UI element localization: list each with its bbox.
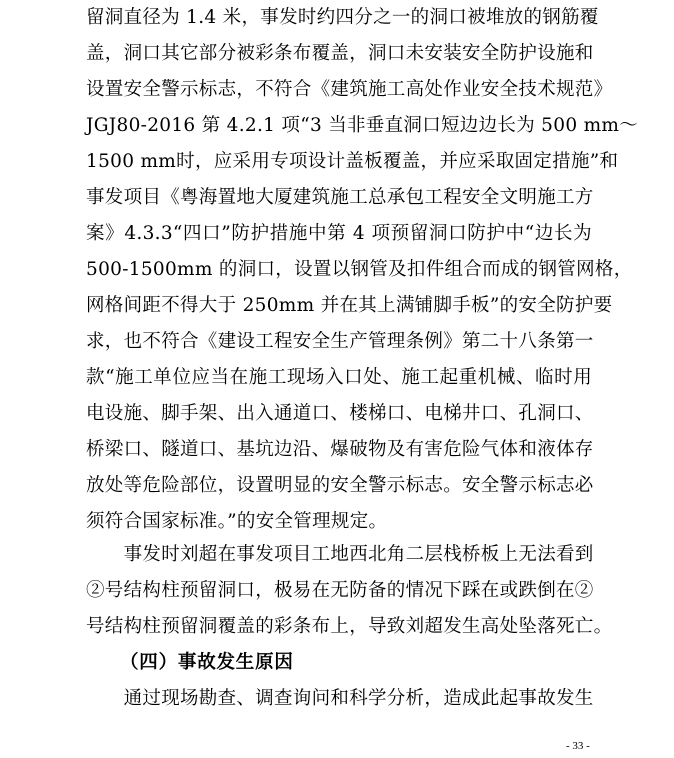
text-line: 500-1500mm 的洞口，设置以钢管及扣件组合而成的钢管网格，: [86, 259, 633, 280]
text-line: 通过现场勘查、调查询问和科学分析，造成此起事故发生: [86, 688, 594, 709]
text-line: JGJ80-2016 第 4.2.1 项“3 当非垂直洞口短边边长为 500 mm～: [86, 115, 639, 136]
text-line: 电设施、脚手架、出入通道口、楼梯口、电梯井口、孔洞口、: [86, 403, 594, 424]
text-line: 设置安全警示标志，不符合《建筑施工高处作业安全技术规范》: [86, 79, 613, 100]
text-line: 求，也不符合《建设工程安全生产管理条例》第二十八条第一: [86, 331, 594, 352]
text-line: 留洞直径为 1.4 米，事发时约四分之一的洞口被堆放的钢筋覆: [86, 7, 599, 28]
text-line: 桥梁口、隧道口、基坑边沿、爆破物及有害危险气体和液体存: [86, 439, 594, 460]
text-line: 款“施工单位应当在施工现场入口处、施工起重机械、临时用: [86, 367, 592, 388]
text-line: 盖，洞口其它部分被彩条布覆盖，洞口未安装安全防护设施和: [86, 43, 594, 64]
paragraph-1: [86, 0, 639, 540]
text-line: 案》4.3.3“四口”防护措施中第 4 项预留洞口防护中“边长为: [86, 223, 592, 244]
text-line: ②号结构柱预留洞口，极易在无防备的情况下踩在或跌倒在②: [86, 580, 594, 601]
section-heading: （四）事故发生原因: [120, 652, 294, 673]
paragraph-2: [86, 537, 613, 645]
page-number: - 33 -: [566, 740, 590, 752]
paragraph-3: [86, 681, 592, 717]
text-line: 放处等危险部位，设置明显的安全警示标志。安全警示标志必: [86, 475, 594, 496]
text-line: 须符合国家标准。”的安全管理规定。: [86, 511, 388, 532]
text-line: 号结构柱预留洞覆盖的彩条布上，导致刘超发生高处坠落死亡。: [86, 616, 613, 637]
text-line: 1500 mm时，应采用专项设计盖板覆盖，并应采取固定措施”和: [86, 151, 619, 172]
text-line: 事发时刘超在事发项目工地西北角二层栈桥板上无法看到: [86, 544, 594, 565]
text-line: 网格间距不得大于 250mm 并在其上满铺脚手板”的安全防护要: [86, 295, 613, 316]
text-line: 事发项目《粤海置地大厦建筑施工总承包工程安全文明施工方: [86, 187, 594, 208]
